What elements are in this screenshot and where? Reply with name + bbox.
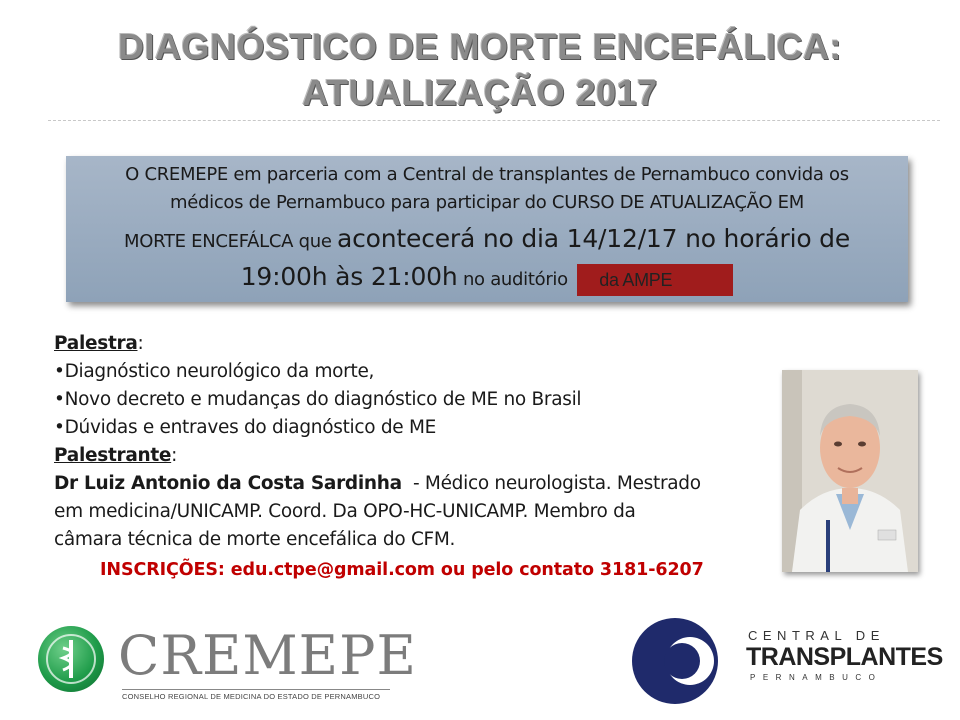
speaker-portrait-illustration: [782, 370, 918, 572]
lecture-heading-colon: :: [137, 333, 144, 354]
invitation-line4: [66, 262, 908, 296]
invitation-line3: [66, 224, 908, 253]
invitation-line2: médicos de Pernambuco para participar do CURSO DE ATUALIZAÇÃO EM: [170, 192, 804, 213]
speaker-heading: Palestrante: [54, 445, 172, 466]
speaker-heading-colon: :: [171, 445, 178, 466]
lecture-section: [54, 330, 784, 554]
lecture-topic: •Diagnóstico neurológico da morte,: [54, 361, 375, 382]
caduceus-icon: [38, 626, 104, 692]
speaker-bio-line3: câmara técnica de morte encefálica do CFM.: [54, 529, 456, 550]
invitation-time: 19:00h às 21:00h: [240, 262, 458, 291]
central-logo-line2: TRANSPLANTES: [746, 643, 943, 671]
invitation-line1: O CREMEPE em parceria com a Central de transplantes de Pernambuco convida os: [125, 164, 849, 185]
lecture-heading: Palestra: [54, 333, 138, 354]
invitation-line3-prefix: MORTE ENCEFÁLCA que: [123, 231, 338, 252]
page-title-line1: DIAGNÓSTICO DE MORTE ENCEFÁLICA:: [118, 26, 842, 67]
invitation-box: [66, 156, 908, 302]
lecture-topic: •Novo decreto e mudanças do diagnóstico de ME no Brasil: [54, 389, 582, 410]
registration-info: INSCRIÇÕES: edu.ctpe@gmail.com ou pelo contato 3181-6207: [100, 560, 704, 580]
speaker-name: Dr Luiz Antonio da Costa Sardinha: [54, 473, 402, 494]
cremepe-logo-text: CREMEPE: [118, 624, 417, 687]
title-divider: [48, 120, 940, 121]
speaker-photo: [782, 370, 918, 572]
invitation-date: acontecerá no dia 14/12/17 no horário de: [337, 224, 851, 253]
location-badge: da AMPE: [577, 264, 733, 296]
lecture-topic: •Dúvidas e entraves do diagnóstico de ME: [54, 417, 436, 438]
central-transplantes-logo: [632, 618, 718, 704]
central-logo-line3: PERNAMBUCO: [750, 673, 883, 682]
cremepe-logo-subtitle: CONSELHO REGIONAL DE MEDICINA DO ESTADO DE PERNAMBUCO: [122, 689, 390, 701]
speaker-bio-line1: - Médico neurologista. Mestrado: [401, 473, 701, 494]
speaker-bio-line2: em medicina/UNICAMP. Coord. Da OPO-HC-UNICAMP. Membro da: [54, 501, 636, 522]
page-title-line2: ATUALIZAÇÃO 2017: [302, 72, 658, 113]
central-logo-line1: CENTRAL DE: [748, 628, 885, 643]
invitation-venue-text: no auditório: [457, 269, 574, 290]
